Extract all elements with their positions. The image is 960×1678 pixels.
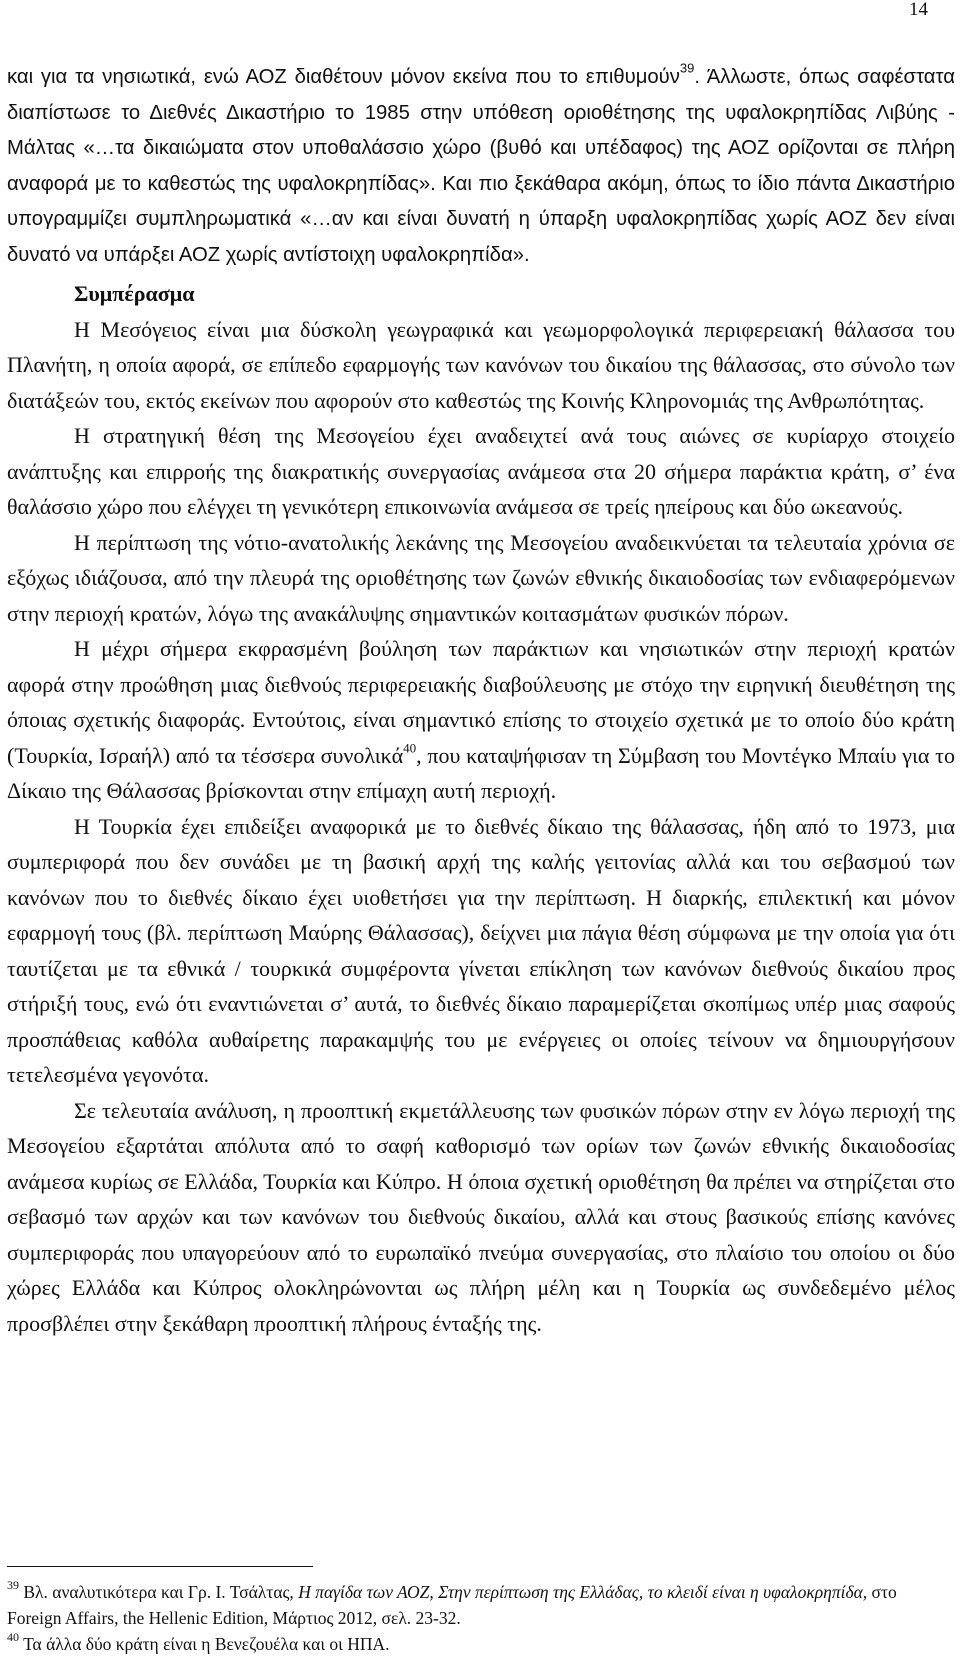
footnotes (7, 1566, 955, 1657)
footnote-ref-40[interactable]: 40 (403, 740, 417, 756)
paragraph-turkey: Η Τουρκία έχει επιδείξει αναφορικά με το διεθνές δίκαιο της θάλασσας, ήδη από το 1973, μια συμπεριφορά που δεν συνάδει με τη βασική αρχή της καλής γειτονίας αλλά και του σεβασμού των κανόνων που το διεθνές δίκαιο έχει υιοθετήσει για την περίπτωση. Η διαρκής, επιλεκτική και μόνον εφαρμογή τους (βλ. περίπτωση Μαύρης Θάλασσας), δείχνει μια πάγια θέση σύμφωνα με την οποία για ότι ταυτίζεται με τα εθνικά / τουρκικά συμφέροντα γίνεται επίκληση των κανόνων διεθνούς δικαίου προς στήριξή τους, ενώ ότι εναντιώνεται σ’ αυτά, το διεθνές δίκαιο παραμερίζεται σκοπίμως υπέρ μιας σαφούς προσπάθειας καθόλα αυθαίρετης παρακαμψής του με ενέργειες οι οποίες τείνουν να δημιουργήσουν τετελεσμένα γεγονότα. (7, 813, 955, 1087)
footnote-39 (7, 1579, 955, 1631)
footnote-ref-39[interactable]: 39 (679, 60, 695, 76)
footnote-separator (7, 1566, 313, 1567)
paragraph-coastal-states (7, 631, 955, 809)
footnote-text: Τα άλλα δύο κράτη είναι η Βενεζουέλα και οι ΗΠΑ. (23, 1634, 390, 1654)
paragraph-final-analysis: Σε τελευταία ανάλυση, η προοπτική εκμετάλλευσης των φυσικών πόρων στην εν λόγω περιοχή της Μεσογείου εξαρτάται απόλυτα από το σαφή καθορισμό των ορίων των ζωνών εθνικής δικαιοδοσίας ανάμεσα κυρίως σε Ελλάδα, Τουρκία και Κύπρο. Η όποια σχετική οριοθέτηση θα πρέπει να στηρίζεται στο σεβασμό των αρχών και των κανόνων του διεθνούς δικαίου, αλλά και στους βασικούς επίσης κανόνες συμπεριφοράς που υπαγορεύουν από το ευρωπαϊκό πνεύμα συνεργασίας, στο πλαίσιο του οποίου οι δύο χώρες Ελλάδα και Κύπρος ολοκληρώνονται ως πλήρη μέλη και η Τουρκία ως συνδεδεμένο μέλος προσβλέπει στην ξεκάθαρη προοπτική πλήρους ένταξής της. (7, 1097, 955, 1336)
paragraph-strategic-position: Η στρατηγική θέση της Μεσογείου έχει αναδειχτεί ανά τους αιώνες σε κυρίαρχο στοιχείο ανάπτυξης και επιρροής της διακρατικής συνεργασίας ανάμεσα στα 20 σήμερα παράκτια κράτη, σ’ ένα θαλάσσιο χώρο που ελέγχει τη γενικότερη επικοινωνία ανάμεσα σε τρείς ηπείρους και δύο ωκεανούς. (7, 423, 955, 519)
paragraph-mediterranean: Η Μεσόγειος είναι μια δύσκολη γεωγραφικά και γεωμορφολογικά περιφερειακή θάλασσα του Πλανήτη, η οποία αφορά, σε επίπεδο εφαρμογής των κανόνων του δικαίου της θάλασσας, στο σύνολο των διατάξεών του, εκτός εκείνων που αφορούν στο καθεστώς της Κοινής Κληρονομιάς της Ανθρωπότητας. (7, 316, 955, 413)
footnote-text: στο Foreign Affairs, the Hellenic Edition, Μάρτιος 2012, σελ. 23-32. (7, 1582, 897, 1628)
footnote-title: Η παγίδα των ΑΟΖ, Στην περίπτωση της Ελλάδας, το κλειδί είναι η υφαλοκρηπίδα, (298, 1582, 868, 1602)
footnote-text: Βλ. αναλυτικότερα και Γρ. Ι. Τσάλτας, (23, 1582, 299, 1602)
footnote-40 (7, 1631, 955, 1657)
footnote-number: 39 (7, 1578, 19, 1592)
footnote-number: 40 (7, 1630, 19, 1644)
paragraph-southeast-basin: Η περίπτωση της νότιο-ανατολικής λεκάνης της Μεσογείου αναδεικνύεται τα τελευταία χρόνια σε εξόχως ιδιάζουσα, από την πλευρά της οριοθέτησης των ζωνών εθνικής δικαιοδοσίας των ενδιαφερόμενων στην περιοχή κρατών, λόγω της ανακάλυψης σημαντικών κοιτασμάτων φυσικών πόρων. (7, 529, 955, 626)
main-text (7, 60, 955, 1341)
paragraph-text: , που καταψήφισαν τη Σύμβαση του Μοντέγκο Μπαίυ για το Δίκαιο της Θάλασσας βρίσκονται στην επίμαχη αυτή περιοχή. (7, 742, 956, 803)
page-number: 14 (909, 0, 928, 20)
paragraph-aoz-continental-shelf (7, 60, 955, 273)
paragraph-text: Η μέχρι σήμερα εκφρασμένη βούληση των παράκτιων και νησιωτικών στην περιοχή κρατών αφορά στην προώθηση μιας διεθνούς περιφερειακής διαβούλευσης με στόχο την ειρηνική διευθέτηση της όποιας σχετικής διαφοράς. Εντούτοις, είναι σημαντικό επίσης το στοιχείο σχετικά με το οποίο δύο κράτη (Τουρκία, Ισραήλ) από τα τέσσερα συνολικά (7, 636, 955, 768)
paragraph-text: . Άλλωστε, όπως σαφέστατα διαπίστωσε το Διεθνές Δικαστήριο το 1985 στην υπόθεση οριοθέτησης της υφαλοκρηπίδας Λιβύης - Μάλτας «…τα δικαιώματα στον υποθαλάσσιο χώρο (βυθό και υπέδαφος) της ΑΟΖ ορίζονται σε πλήρη αναφορά με το καθεστώς της υφαλοκρηπίδας». Και πιο ξεκάθαρα ακόμη, όπως το ίδιο πάντα Δικαστήριο υπογραμμίζει συμπληρωματικά «…αν και είναι δυνατή η ύπαρξη υφαλοκρηπίδας χωρίς ΑΟΖ δεν είναι δυνατό να υπάρξει ΑΟΖ χωρίς αντίστοιχη υφαλοκρηπίδα». (7, 66, 955, 266)
paragraph-text: και για τα νησιωτικά, ενώ ΑΟΖ διαθέτουν μόνον εκείνα που το επιθυμούν (7, 66, 680, 88)
section-heading-conclusion: Συμπέρασμα (74, 281, 195, 306)
